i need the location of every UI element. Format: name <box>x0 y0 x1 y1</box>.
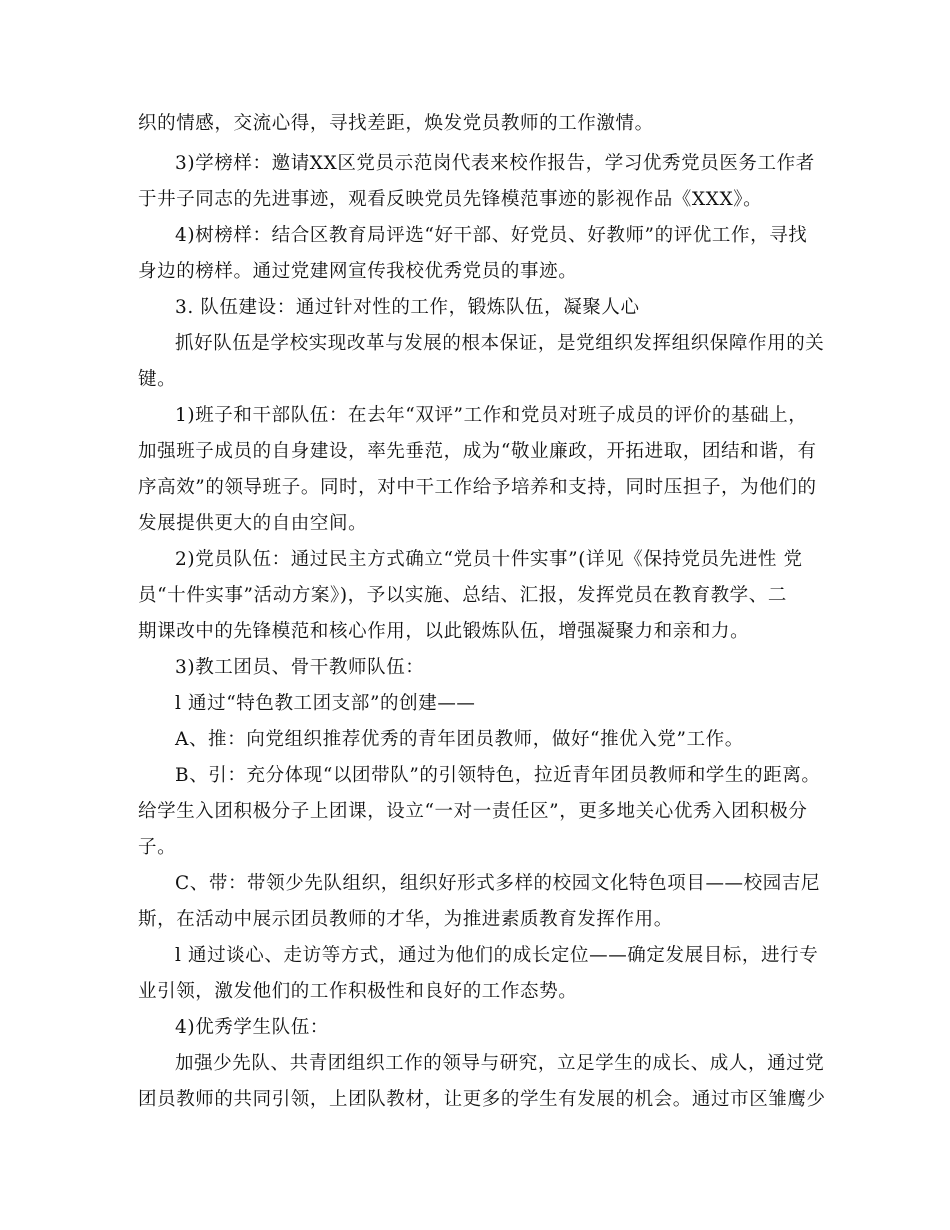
text-line: 4)优秀学生队伍： <box>175 1017 329 1038</box>
section-heading: 3. 队伍建设：通过针对性的工作，锻炼队伍，凝聚人心 <box>175 297 640 318</box>
text-line: 员“十件实事”活动方案》)，予以实施、总结、汇报，发挥党员在教育教学、二 <box>138 585 787 606</box>
text-line: 加强少先队、共青团组织工作的领导与研究，立足学生的成长、成人，通过党 <box>175 1053 825 1074</box>
text-line: 2)党员队伍：通过民主方式确立“党员十件实事”(详见《保持党员先进性 党 <box>175 549 803 570</box>
text-line: 抓好队伍是学校实现改革与发展的根本保证，是党组织发挥组织保障作用的关 <box>175 333 825 354</box>
text-line: 1)班子和干部队伍：在去年“双评”工作和党员对班子成员的评价的基础上， <box>175 405 808 426</box>
text-line: A、推：向党组织推荐优秀的青年团员教师，做好“推优入党”工作。 <box>175 729 744 750</box>
text-line: C、带：带领少先队组织，组织好形式多样的校园文化特色项目——校园吉尼 <box>175 873 821 894</box>
text-line: 发展提供更大的自由空间。 <box>138 513 368 534</box>
text-line: 序高效”的领导班子。同时，对中干工作给予培养和支持，同时压担子，为他们的 <box>138 477 817 498</box>
text-line: 团员教师的共同引领，上团队教材，让更多的学生有发展的机会。通过市区雏鹰少 <box>138 1089 826 1110</box>
text-line: 业引领，激发他们的工作积极性和良好的工作态势。 <box>138 981 578 1002</box>
text-line: l 通过“特色教工团支部”的创建—— <box>175 693 476 714</box>
text-line: 子。 <box>138 837 177 858</box>
text-line: 3)学榜样：邀请XX区党员示范岗代表来校作报告，学习优秀党员医务工作者 <box>175 153 815 174</box>
text-line: 身边的榜样。通过党建网宣传我校优秀党员的事迹。 <box>138 261 578 282</box>
text-line: 给学生入团积极分子上团课，设立“一对一责任区”，更多地关心优秀入团积极分 <box>138 801 808 822</box>
text-line: 键。 <box>138 369 177 390</box>
text-line: B、引：充分体现“以团带队”的引领特色，拉近青年团员教师和学生的距离。 <box>175 765 821 786</box>
text-line: 4)树榜样：结合区教育局评选“好干部、好党员、好教师”的评优工作，寻找 <box>175 225 808 246</box>
text-line: 织的情感，交流心得，寻找差距，焕发党员教师的工作激情。 <box>138 113 654 134</box>
text-line: 于井子同志的先进事迹，观看反映党员先锋模范事迹的影视作品《XXX》。 <box>138 189 763 210</box>
text-line: 加强班子成员的自身建设，率先垂范，成为“敬业廉政，开拓进取，团结和谐，有 <box>138 441 817 462</box>
text-line: l 通过谈心、走访等方式，通过为他们的成长定位——确定发展目标，进行专 <box>175 945 819 966</box>
text-line: 斯，在活动中展示团员教师的才华，为推进素质教育发挥作用。 <box>138 909 673 930</box>
text-line: 期课改中的先锋模范和核心作用，以此锻炼队伍，增强凝聚力和亲和力。 <box>138 621 750 642</box>
text-line: 3)教工团员、骨干教师队伍： <box>175 657 425 678</box>
